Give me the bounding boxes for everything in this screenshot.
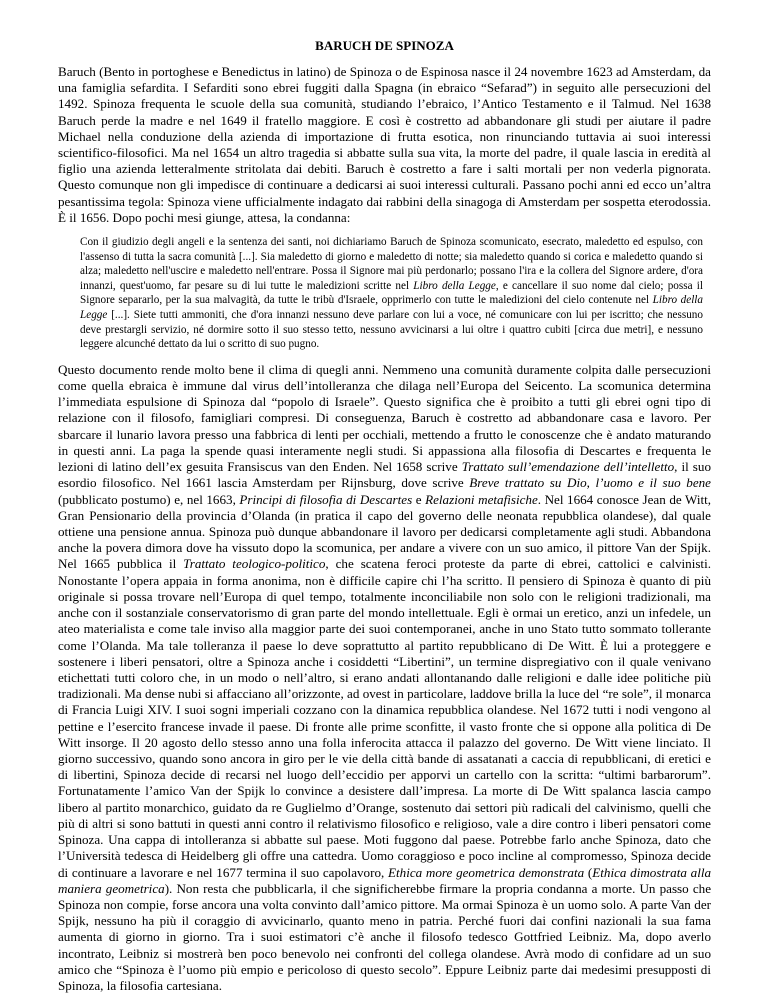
work-title-trattato-emendazione: Trattato sull’emendazione dell’intelletto: [461, 459, 675, 475]
body-text-i: . Nel 1664 conosce Jean de Witt, Gran Pensionario della provincia d’Olanda (in pratica il capo del governo delle neonata repubblica olandese), dal quale ottiene una pensione annua. Spinoza può dunque abbandonare il lavoro per dedicarsi completamente agli studi. Abbandona anche la povera dimora dove ha vissuto dopo la scomunica, per andare a vivere con un suo amico, il pittore Van der Spijk. Nel 1665 pubblica il: [58, 491, 712, 572]
quote-text-c: , e cancellare il suo nome dal cielo; possa il Signore separarlo, per la sua malvagità, da tutte le tribù d'Israele, opprimerlo con tutte le maledizioni del cielo contenute nel: [80, 279, 703, 307]
work-title-breve-trattato: Breve trattato su Dio, l’uomo e il suo bene: [469, 475, 711, 491]
body-text-c: , il suo esordio filosofico. Nel 1661 lascia Amsterdam per Rijnsburg, dove scrive: [58, 459, 711, 491]
body-text-a: Questo documento rende molto bene il clima di quegli anni. Nemmeno una comunità duramente colpita dalle persecuzioni come quella ebraica è immune dal virus dell’intolleranza che dilaga nell’Europa del Seicento. La scomunica determina l’immediata espulsione di Spinoza dal “popolo di Israele”. Questo significa che è proibito a tutti gli ebrei ogni tipo di relazione con il filosofo, famigliari compresi. Di conseguenza, Baruch è costretto ad abbandonare casa e lavoro. Per sbarcare il lunario lavora presso una fabbrica di lenti per occhiali, mettendo a frutto le conoscenze che è andato maturando in questi anni. La paga la spende quasi interamente negli studi. Si appassiona alla filosofia di Descartes e frequenta le lezioni di latino dell’ex gesuita Fransiscus van den Enden. Nel 1658 scrive: [58, 361, 711, 475]
quote-title-libro-1: Libro della Legge: [413, 279, 496, 292]
body-paragraph: [58, 362, 711, 994]
work-title-principi: Principi di filosofia di Descartes: [239, 491, 413, 507]
document-title: BARUCH DE SPINOZA: [315, 38, 454, 53]
body-text-k: , che scatena feroci proteste da parte di ebrei, cattolici e calvinisti. Nonostante l’opera appaia in forma anonima, non è difficile capire chi l’ha scritto. Il pensiero di Spinoza è quanto di più originale si possa trovare nell’Europa di quel tempo, totalmente inconciliabile non solo con le religioni tradizionali, ma anche con il sostanziale conservatorismo di gran parte del mondo intellettuale. Egli è ormai un eretico, anzi un infedele, un ateo materialista e come tale inviso alla maggior parte dei suoi contemporanei, anche in uno Stato tutto sommato tollerante come l’Olanda. Ma tale tolleranza il paese lo deve soprattutto al partito repubblicano di De Witt. È lui a proteggere e sostenere i liberi pensatori, oltre a Spinoza anche i cosiddetti “Libertini”, un termine dispregiativo con il quale venivano etichettati tutti coloro che, in un modo o nell’altro, si erano andati allontanando dalle religioni e dalle idee politiche più tradizionali. Ma dense nubi si affacciano all’orizzonte, ad ovest in particolare, laddove brilla la luce del “re sole”, il monarca di Francia Luigi XIV. I suoi sogni imperiali cozzano con la dinamica repubblica olandese. Nel 1672 tutti i nodi vengono al pettine e l’esercito francese invade il paese. Di fronte alle prime sconfitte, il vasto fronte che si oppone alla politica di De Witt insorge. Il 20 agosto dello stesso anno una folla inferocita attacca il palazzo del governo. De Witt viene linciato. Il giorno successivo, quando sono ancora in giro per le vie della città bande di assatanati a caccia di repubblicani, di eretici e di libertini, Spinoza decide di recarsi nel luogo dell’eccidio per apporvi un cartello con la scritta: “ultimi barbarorum”. Fortunatamente l’amico Van der Spijk lo convince a desistere dall’impresa. La morte di De Witt spalanca lascia campo libero al partito monarchico, guidato da re Guglielmo d’Orange, sostenuto dai settori più radicali del calvinismo, quelli che più di altri si sono battuti in questi anni contro il relativismo filosofico e religioso, vale a dire contro i liberi pensatori come Spinoza. Una cappa di intolleranza si abbatte sul paese. Moti fuggono dal paese. Potrebbe farlo anche Spinoza, dato che l’Università tedesca di Heidelberg gli offre una cattedra. Uomo coraggioso e poco incline al compromesso, Spinoza decide di continuare a lavorare e nel 1677 termina il suo capolavoro,: [58, 556, 711, 880]
body-text-g: e: [412, 491, 426, 507]
intro-paragraph: Baruch (Bento in portoghese e Benedictus in latino) de Spinoza o de Espinosa nasce il 24 novembre 1623 ad Amsterdam, da una famiglia sefardita. I Sefarditi sono ebrei fuggiti dalla Spagna (in ebraico “Sefarad”) in seguito alle persecuzioni del 1492. Spinoza frequenta le scuole della sua comunità, studiando l’ebraico, l’Antico Testamento e il Talmud. Nel 1638 Baruch perde la madre e nel 1649 il fratello maggiore. E così è costretto ad abbandonare gli studi per aiutare il padre Michael nella conduzione della azienda di importazione di frutta esotica, non rinunciando tuttavia ai suoi interessi scientifico-filosofici. Ma nel 1654 un altro tragedia si abbatte sulla sua vita, la morte del padre, il quale lascia in eredità al figlio una azienda letteralmente stritolata dai debiti. Baruch è costretto a fare i salti mortali per non vederla pignorata. Questo comunque non gli impedisce di continuare a dedicarsi ai suoi interessi culturali. Passano pochi anni ed ecco un’altra pesantissima tegola: Spinoza viene ufficialmente indagato dai rabbini della sinagoga di Amsterdam per sospetta eterodossia. È il 1656. Dopo pochi mesi giunge, attesa, la condanna:: [58, 64, 711, 225]
body-text-m: (: [584, 864, 593, 880]
work-title-ethica-italian: Ethica dimostrata alla maniera geometrica: [58, 864, 712, 896]
quote-title-libro-2: Libro della Legge: [80, 294, 704, 321]
body-text-e: (pubblicato postumo) e, nel 1663,: [58, 491, 240, 507]
body-text-o: ). Non resta che pubblicarla, il che significherebbe firmare la propria condanna a morte. Un passo che Spinoza non compie, forse ancora una volta convinto dall’amico pittore. Ma ormai Spinoza è un uomo solo. A parte Van der Spijk, nessuno ha più il coraggio di avvicinarlo, quanto meno in patria. Perché fuori dai confini nazionali la sua fama aumenta di giorno in giorno. Tra i suoi estimatori c’è anche il filosofo tedesco Gottfried Leibniz. Ma, dopo averlo incontrato, Leibniz si mostrerà ben poco benevolo nei confronti del collega olandese. Avrà modo di confidare ad un suo amico che “Spinoza è l’uomo più empio e pericoloso di questo secolo”. Eppure Leibniz parte dai medesimi presupposti di Spinoza, la filosofia cartesiana.: [58, 880, 712, 994]
quote-text-e: [...]. Siete tutti ammoniti, che d'ora innanzi nessuno deve parlare con lui a voce, né comunicare con lui per iscritto; che nessuno deve prestargli servizio, né dormire sotto il suo stesso tetto, nessuno avvicinarsi a lui oltre i quattro cubiti [circa due metri], e nessuno leggere alcunché dettato da lui o scritto di suo pugno.: [80, 309, 703, 351]
work-title-relazioni: Relazioni metafisiche: [425, 491, 538, 507]
work-title-trattato-teologico: Trattato teologico-politico: [183, 556, 326, 572]
work-title-ethica-latin: Ethica more geometrica demonstrata: [388, 864, 585, 880]
excommunication-quote: [80, 235, 703, 352]
quote-text-a: Con il giudizio degli angeli e la sentenza dei santi, noi dichiariamo Baruch de Spinoza scomunicato, esecrato, maledetto ed espulso, con l'assenso di tutta la sacra comunità [...]. Sia maledetto di giorno e maledetto di notte; sia maledetto quando si corica e maledetto quando si alza; maledetto nell'uscire e maledetto nell'entrare. Possa il Signore mai più perdonarlo; possano l'ira e la collera del Signore ardere, d'ora innanzi, quest'uomo, far pesare su di lui tutte le maledizioni scritte nel: [80, 236, 703, 292]
